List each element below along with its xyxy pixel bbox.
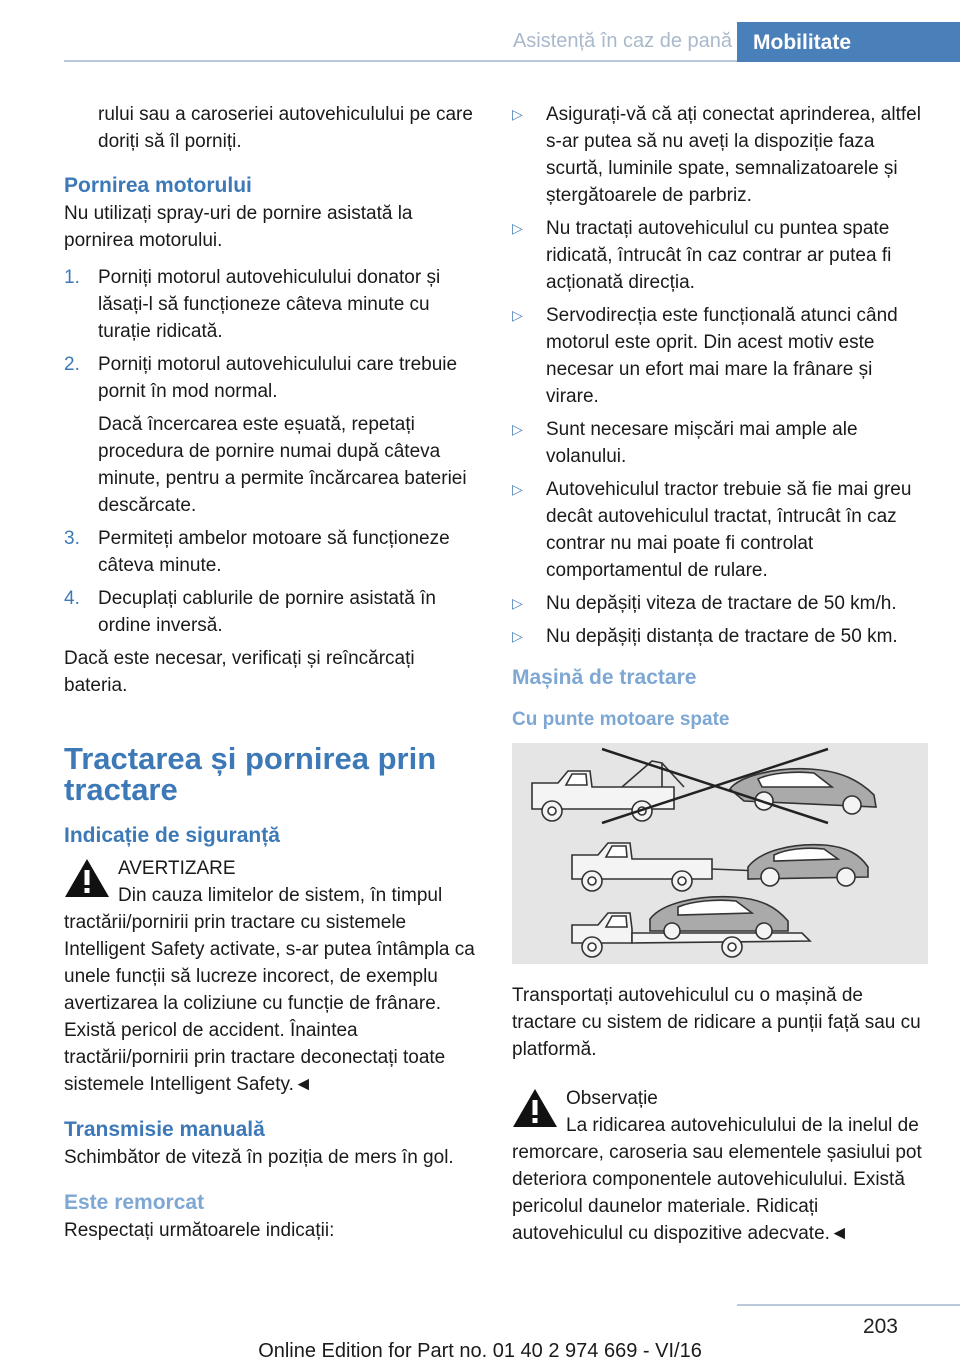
step-text: Decuplați cablurile de pornire asistată în ordine inversă. (98, 588, 436, 636)
footer-rule (737, 1304, 960, 1306)
list-item (512, 215, 930, 296)
list-item (512, 590, 930, 617)
list-item-text: Autovehiculul tractor trebuie să fie mai greu decât autovehiculul tractat, întrucât în caz contrar nu mai poate fi controlat comportamentul de rulare. (546, 479, 912, 581)
step-text: Porniți motorul autovehiculului care trebuie pornit în mod normal. (98, 354, 458, 402)
list-item (512, 302, 930, 410)
towed-heading: Este remorcat (64, 1191, 205, 1214)
edition-text: Online Edition for Part no. 01 40 2 974 669 - VI/16 (258, 1340, 702, 1362)
towing-illustration-svg (512, 743, 928, 964)
step-number: 1. (64, 267, 80, 288)
battery-note: Dacă este necesar, verificați și reîncărcați bateria. (64, 648, 415, 696)
section-title: Asistență în caz de pană (512, 30, 732, 52)
wheel-lift-tow-truck (572, 843, 760, 891)
right-column (512, 101, 930, 1247)
step-item (64, 351, 482, 519)
manual-text: Schimbător de viteză în poziția de mers în gol. (64, 1147, 454, 1168)
triangle-bullet-icon: ▷ (512, 595, 523, 611)
warning-block (64, 855, 482, 1098)
towing-title: Tractarea și pornirea prin tractare (64, 741, 437, 807)
engine-start-note: Nu utilizați spray-uri de pornire asistată la pornirea motorului. (64, 203, 413, 251)
note-block (512, 1085, 930, 1247)
list-item (512, 476, 930, 584)
triangle-bullet-icon: ▷ (512, 307, 523, 323)
steps-list (64, 264, 482, 639)
list-item-text: Sunt necesare mișcări mai ample ale volanului. (546, 419, 858, 467)
safety-heading: Indicație de siguranță (64, 824, 280, 847)
tow-vehicle-heading: Mașină de tractare (512, 666, 697, 689)
crane-tow-truck (532, 761, 684, 821)
triangle-bullet-icon: ▷ (512, 106, 523, 122)
step-number: 3. (64, 528, 80, 549)
list-item-text: Nu depășiți distanța de tractare de 50 km. (546, 626, 898, 647)
warning-icon (512, 1087, 558, 1129)
list-item (512, 101, 930, 209)
step-item (64, 264, 482, 345)
list-item-text: Asigurați-vă că ați conectat aprinderea, altfel s-ar putea să nu aveți la dispoziție faza scurtă, luminile spate, semnalizatoarele și ștergătoarele de parbriz. (546, 104, 921, 206)
triangle-bullet-icon: ▷ (512, 628, 523, 644)
towed-car-lifted-rear (730, 769, 876, 814)
towing-rules-list (512, 101, 930, 650)
list-item-text: Servodirecția este funcțională atunci când motorul este oprit. Din acest motiv este necesar un efort mai mare la frânare și virare. (546, 305, 898, 407)
step-text: Permiteți ambelor motoare să funcționeze câteva minute. (98, 528, 450, 576)
step-item (64, 585, 482, 639)
note-text: La ridicarea autovehiculului de la inelul de remorcare, caroseria sau elementele șasiului pot deteriora componentele autovehiculului. Există pericolul daunelor materiale. Ridicați autovehiculul cu dispozitive adecvate.◄ (512, 1115, 922, 1244)
page-number: 203 (862, 1315, 898, 1338)
step-number: 2. (64, 354, 80, 375)
note-label: Observație (566, 1088, 658, 1109)
intro-text: rului sau a caroseriei autovehiculului pe care doriți să îl porniți. (98, 104, 473, 152)
towed-car-front-lift (748, 845, 868, 886)
step-text: Porniți motorul autovehiculului donator și lăsați-l să funcționeze câteva minute cu turație ridicată. (98, 267, 441, 342)
list-item (512, 623, 930, 650)
triangle-bullet-icon: ▷ (512, 421, 523, 437)
manual-heading: Transmisie manuală (64, 1118, 265, 1141)
list-item-text: Nu depășiți viteza de tractare de 50 km/h. (546, 593, 897, 614)
list-item-text: Nu tractați autovehiculul cu puntea spate ridicată, întrucât în caz contrar ar putea fi acționată direcția. (546, 218, 892, 293)
towed-text: Respectați următoarele indicații: (64, 1220, 335, 1241)
list-item (512, 416, 930, 470)
figure-caption: Transportați autovehiculul cu o mașină de tractare cu sistem de ridicare a punții față sau cu platformă. (512, 985, 921, 1060)
warning-text: Din cauza limitelor de sistem, în timpul tractării/pornirii prin tractare cu sistemele Intelligent Safety activate, s-ar putea întâmpla ca unele funcții să lucreze incorect, de exemplu avertizarea la coliziune cu funcție de frânare. Există pericol de accident. Înaintea tractării/pornirii prin tractare deconectați toate sistemele Intelligent Safety.◄ (64, 885, 475, 1095)
step-extra-text: Dacă încercarea este eșuată, repetați procedura de pornire numai după câteva minute, pentru a permite încărcarea bateriei descărcate. (98, 414, 467, 516)
rear-drive-subheading: Cu punte motoare spate (512, 709, 730, 730)
left-column (64, 101, 482, 1244)
warning-icon (64, 857, 110, 899)
towing-illustration (512, 743, 928, 964)
chapter-tab[interactable]: Mobilitate (737, 22, 960, 62)
step-number: 4. (64, 588, 80, 609)
step-item (64, 525, 482, 579)
triangle-bullet-icon: ▷ (512, 481, 523, 497)
engine-start-heading: Pornirea motorului (64, 174, 252, 197)
warning-label: AVERTIZARE (118, 858, 236, 879)
triangle-bullet-icon: ▷ (512, 220, 523, 236)
